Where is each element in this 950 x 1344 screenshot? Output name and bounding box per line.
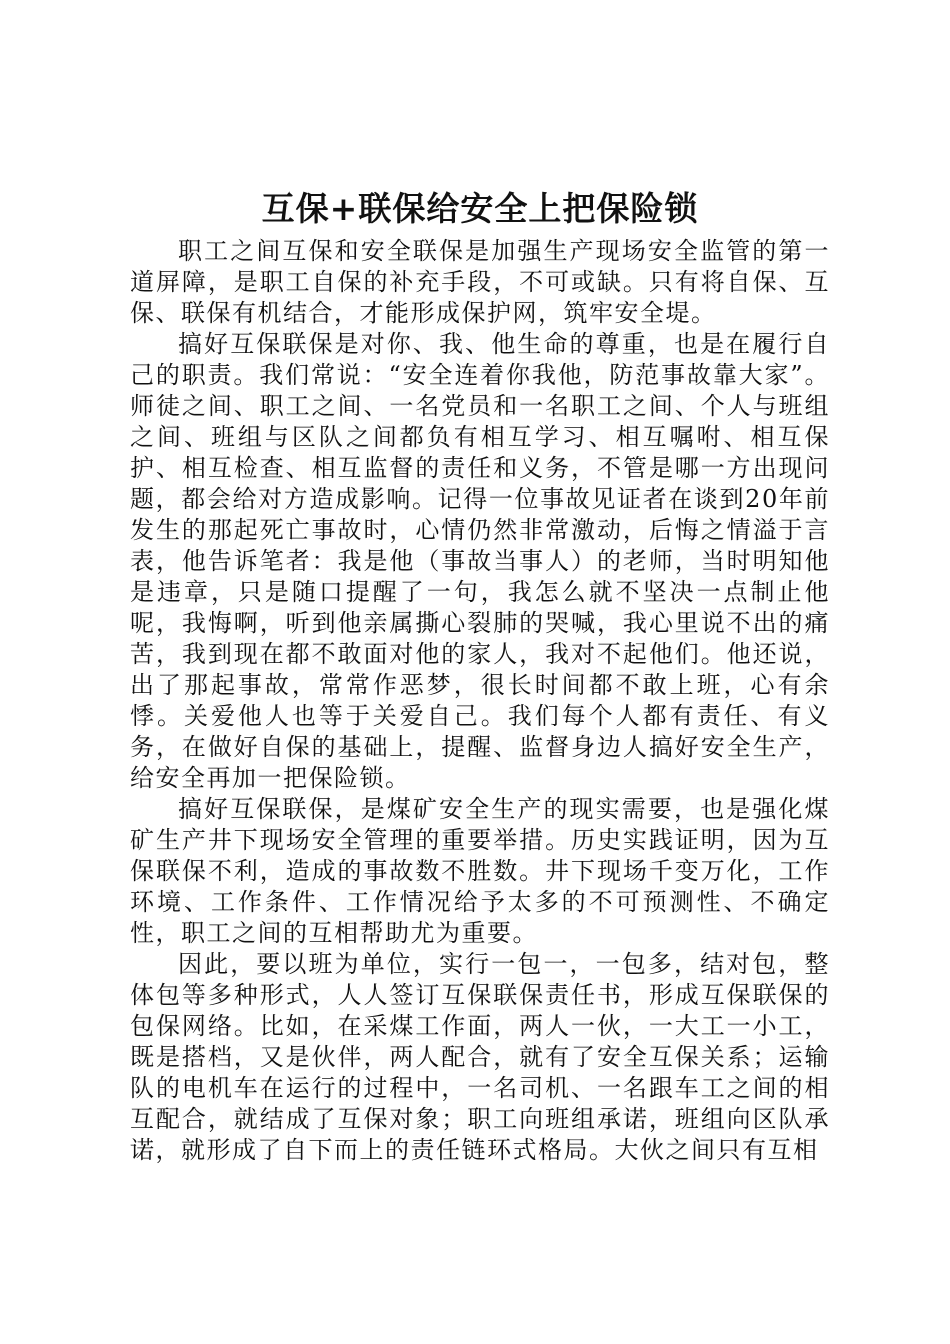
body-paragraph-1: 职工之间互保和安全联保是加强生产现场安全监管的第一道屏障，是职工自保的补充手段，不可或缺。只有将自保、互保、联保有机结合，才能形成保护网，筑牢安全堤。 [130,237,830,327]
body-paragraph-3: 搞好互保联保，是煤矿安全生产的现实需要，也是强化煤矿生产井下现场安全管理的重要举措。历史实践证明，因为互保联保不利，造成的事故数不胜数。井下现场千变万化，工作环境、工作条件、工作情况给予太多的不可预测性、不确定性，职工之间的互相帮助尤为重要。 [130,795,830,947]
body-paragraph-2: 搞好互保联保是对你、我、他生命的尊重，也是在履行自己的职责。我们常说：“安全连着你我他，防范事故靠大家”。师徒之间、职工之间、一名党员和一名职工之间、个人与班组之间、班组与区队之间都负有相互学习、相互嘱咐、相互保护、相互检查、相互监督的责任和义务，不管是哪一方出现问题，都会给对方造成影响。记得一位事故见证者在谈到20年前发生的那起死亡事故时，心情仍然非常激动，后悔之情溢于言表，他告诉笔者：我是他（事故当事人）的老师，当时明知他是违章，只是随口提醒了一句，我怎么就不坚决一点制止他呢，我悔啊，听到他亲属撕心裂肺的哭喊，我心里说不出的痛苦，我到现在都不敢面对他的家人，我对不起他们。他还说，出了那起事故，常常作恶梦，很长时间都不敢上班，心有余悸。关爱他人也等于关爱自己。我们每个人都有责任、有义务，在做好自保的基础上，提醒、监督身边人搞好安全生产，给安全再加一把保险锁。 [130,330,830,792]
document-title: 互保+联保给安全上把保险锁 [261,189,699,228]
body-paragraph-4: 因此，要以班为单位，实行一包一，一包多，结对包，整体包等多种形式，人人签订互保联保责任书，形成互保联保的包保网络。比如，在采煤工作面，两人一伙，一大工一小工，既是搭档，又是伙伴，两人配合，就有了安全互保关系；运输队的电机车在运行的过程中，一名司机、一名跟车工之间的相互配合，就结成了互保对象；职工向班组承诺，班组向区队承诺，就形成了自下而上的责任链环式格局。大伙之间只有互相 [130,950,830,1164]
